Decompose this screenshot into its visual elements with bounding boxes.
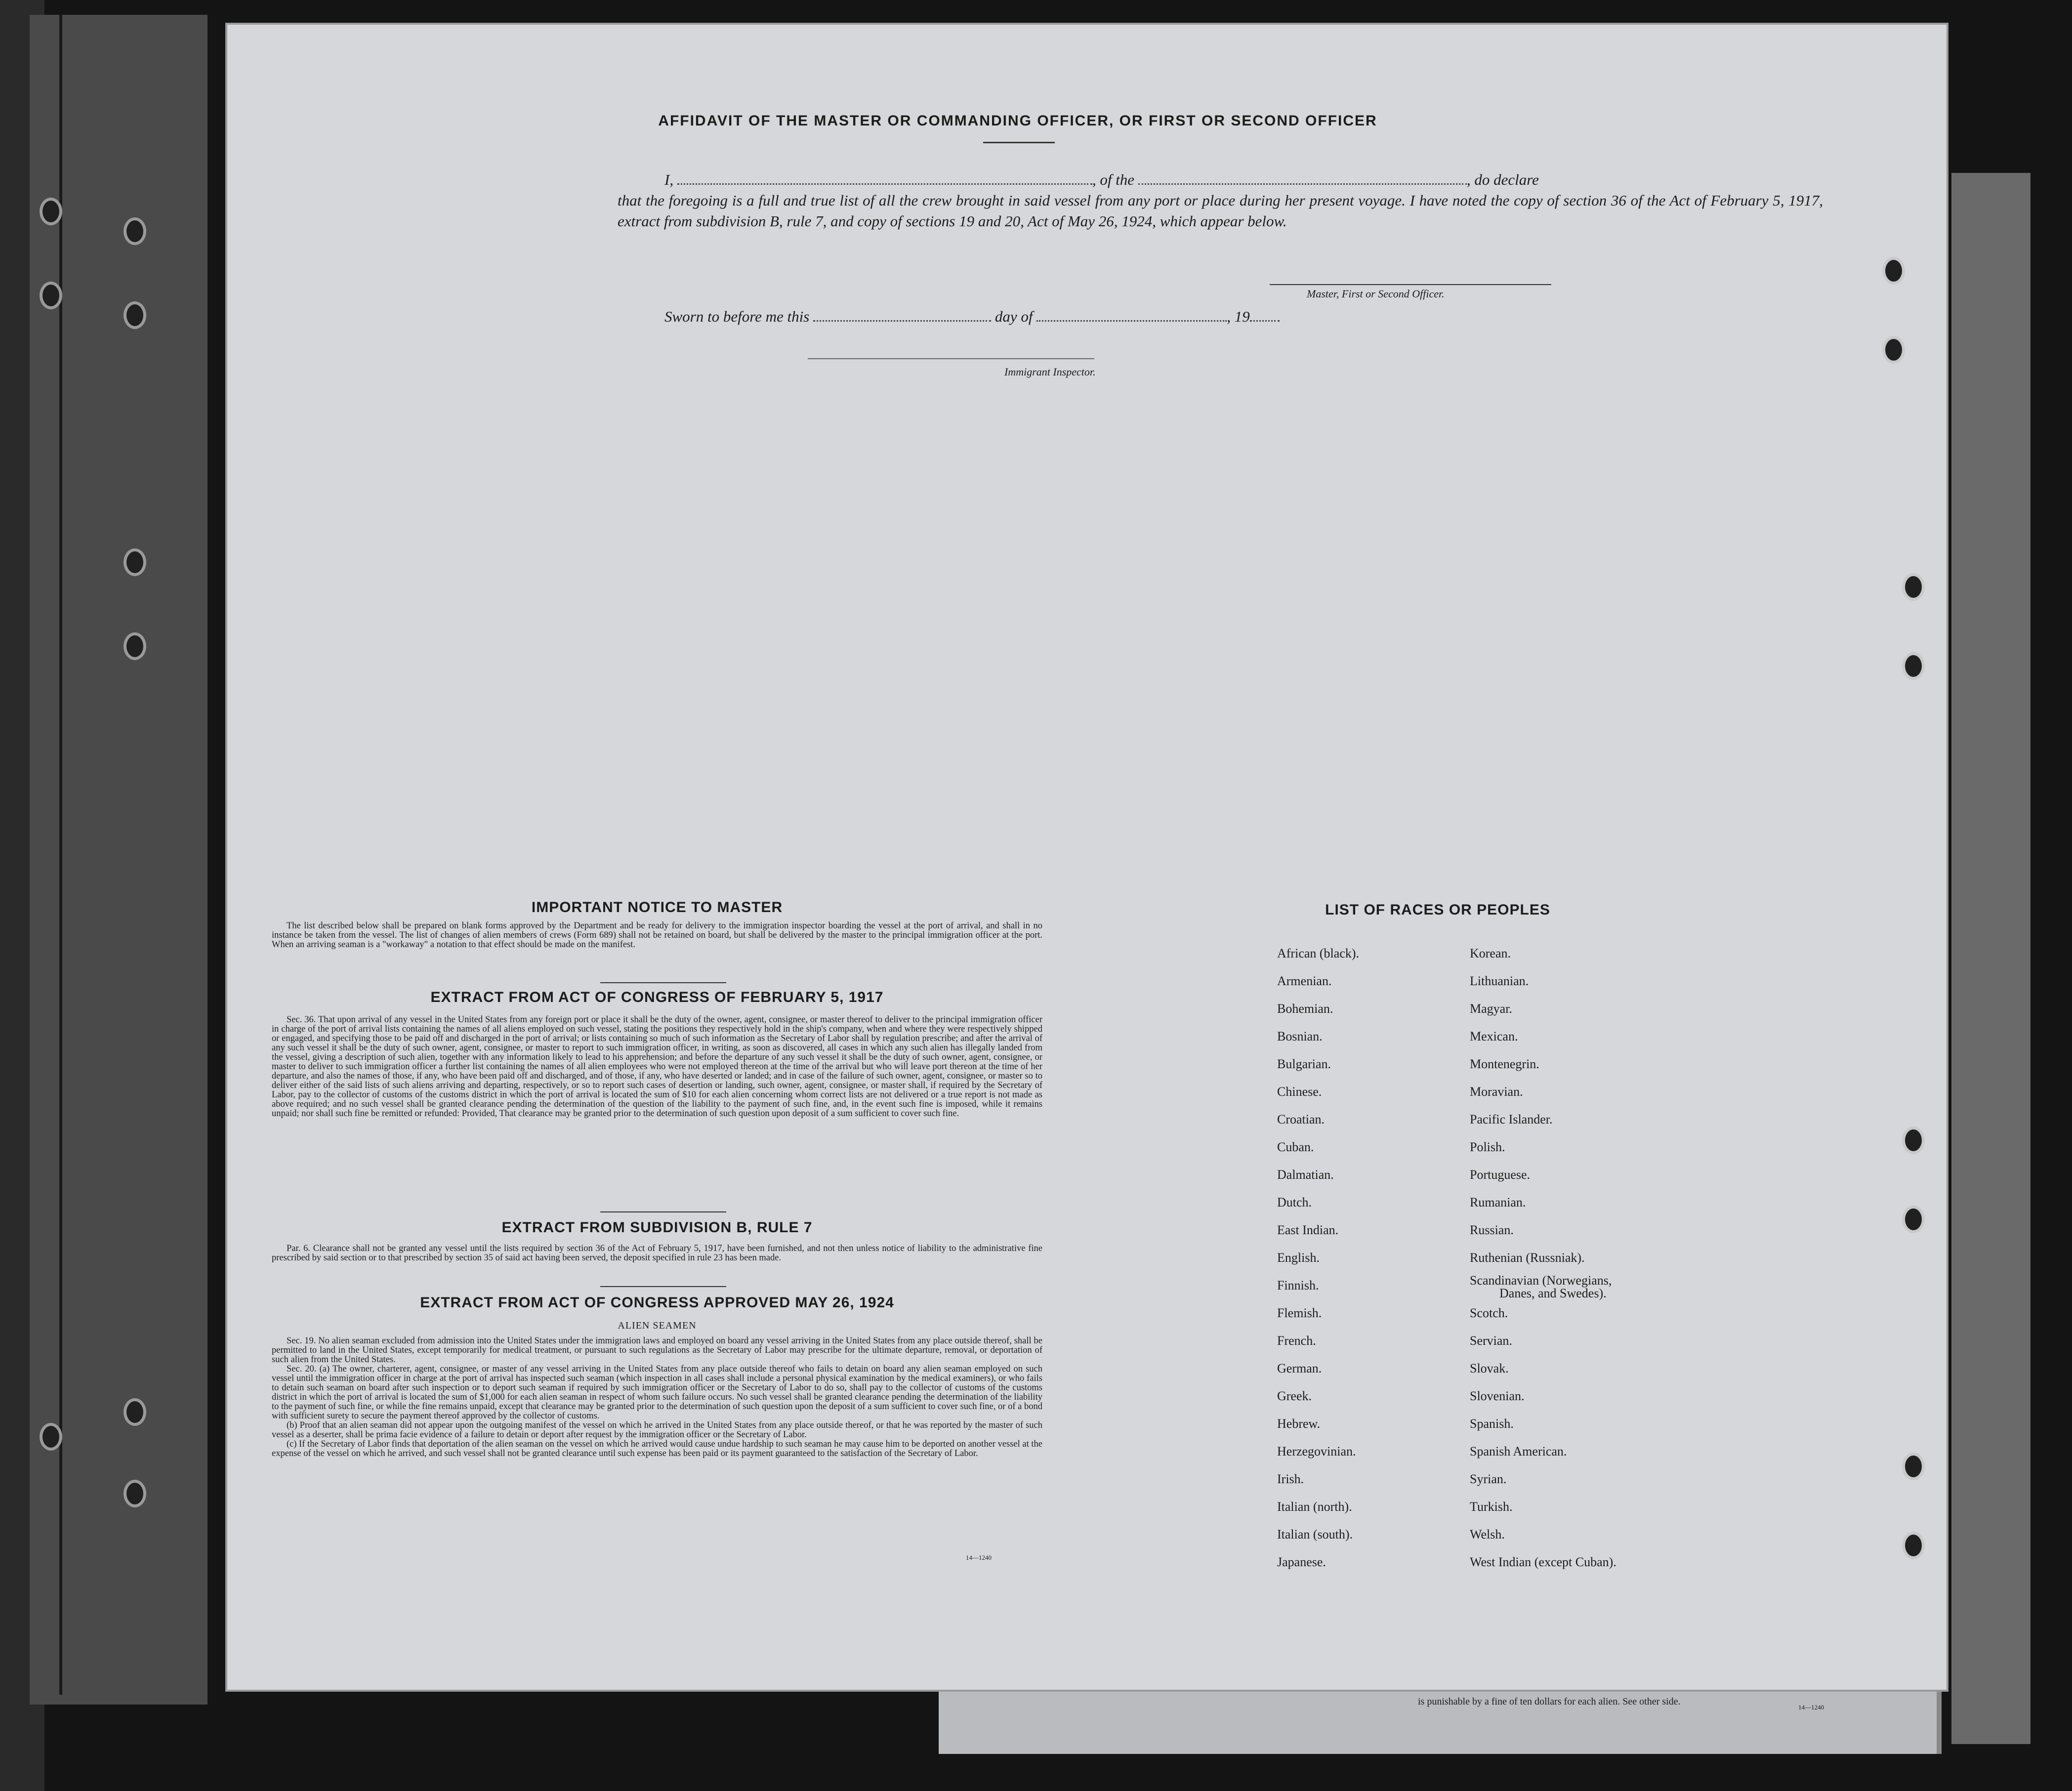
punch-hole-icon xyxy=(1902,652,1925,680)
race-left-item: Bulgarian. xyxy=(1277,1057,1331,1071)
sec20a-text: Sec. 20. (a) The owner, charterer, agent, consignee, or master of any vessel arriving in the United States from any place outside thereof who fails to detain on board any alien seaman employed on such vessel until the immigration officer in charge at the port of arrival has inspected such seaman (which inspection in all cases shall include a personal physical examination by the medical examiners), or who fails to detain such seaman on board after such inspection or to deport such seaman if required by such immigration officer or the Secretary of Labor to do so, shall pay to the collector of customs of the customs district in which the port of arrival is located the sum of $1,000 for each alien seaman in respect of whom such failure occurs. No such vessel shall be granted clearance pending the determination of the liability to the payment of such fine, or while the fine remains unpaid, except that clearance may be granted prior to the determination of such question upon the deposit of a sum sufficient to cover such fine, or of a bond with sufficient surety to secure the payment thereof approved by the collector of customs. xyxy=(272,1364,1042,1421)
binder-hole-icon xyxy=(124,1480,146,1507)
race-right-item: Turkish. xyxy=(1470,1499,1513,1514)
sec19-text: Sec. 19. No alien seaman excluded from admission into the United States under the immigration laws and employed on board any vessel arriving in the United States from any place outside thereof, shall be permitted to land in the United States, except temporarily for medical treatment, or pursuant to such regulations as the Secretary of Labor may prescribe for the ultimate departure, removal, or deportation of such alien from the United States. xyxy=(272,1336,1042,1365)
race-left-item: Italian (north). xyxy=(1277,1499,1352,1514)
race-left-item: African (black). xyxy=(1277,946,1360,960)
race-right-item: Moravian. xyxy=(1470,1084,1523,1099)
race-left-item: English. xyxy=(1277,1250,1320,1265)
title-divider xyxy=(983,142,1055,143)
race-right-item: Portuguese. xyxy=(1470,1167,1531,1182)
affidavit-declare: , do declare xyxy=(1466,171,1539,188)
race-left-item: Cuban. xyxy=(1277,1140,1314,1154)
binder-hole-icon xyxy=(124,217,146,245)
year-label: , 19 xyxy=(1227,308,1250,325)
punch-hole-icon xyxy=(1902,1126,1925,1154)
race-left-item: French. xyxy=(1277,1333,1316,1348)
master-signature-line[interactable] xyxy=(1270,284,1551,285)
sworn-month-field[interactable] xyxy=(1036,320,1227,322)
race-left-item: East Indian. xyxy=(1277,1223,1339,1237)
sec20b-text: (b) Proof that an alien seaman did not appear upon the outgoing manifest of the vessel on which he arrived in the United States from any place outside thereof, or that he was reported by the master of such vessel as a deserter, shall be prima facie evidence of a failure to detain or deport after request by the immigration officer or the Secretary of Labor. xyxy=(272,1420,1042,1440)
race-left-item: German. xyxy=(1277,1361,1322,1375)
race-left-item: Japanese. xyxy=(1277,1555,1326,1569)
race-right-item: Spanish American. xyxy=(1470,1444,1567,1458)
race-right-item: Pacific Islander. xyxy=(1470,1112,1553,1126)
races-title: LIST OF RACES OR PEOPLES xyxy=(1325,902,1550,918)
binder-hole-icon xyxy=(40,198,62,225)
race-left-item: Bosnian. xyxy=(1277,1029,1323,1043)
officer-name-field[interactable] xyxy=(677,183,1092,185)
race-right-item: Servian. xyxy=(1470,1333,1512,1348)
race-left-item: Chinese. xyxy=(1277,1084,1322,1099)
master-signature-label: Master, First or Second Officer. xyxy=(1307,288,1445,300)
extract-1917-title: EXTRACT FROM ACT OF CONGRESS OF FEBRUARY 5, 1917 xyxy=(430,989,884,1005)
race-right-item-scandinavian xyxy=(1470,1274,1612,1300)
affidavit-body: that the foregoing is a full and true list of all the crew brought in said vessel from any port or place during her present voyage. I have noted the copy of section 36 of the Act of February 5, 1917, extract from subdivision B, rule 7, and copy of sections 19 and 20, Act of May 26, 1924, which appear below. xyxy=(618,192,1823,230)
race-right-item: Lithuanian. xyxy=(1470,974,1529,988)
race-left-item: Armenian. xyxy=(1277,974,1332,988)
affidavit-i: I, xyxy=(664,171,674,188)
race-right-item: Russian. xyxy=(1470,1223,1514,1237)
sec20c-text: (c) If the Secretary of Labor finds that deportation of the alien seaman on the vessel on which he arrived would cause undue hardship to such seaman he may cause him to be deported on another vessel at the expense of the vessel on which he arrived, and such vessel shall not be granted clearance until such expense has been paid or its payment guaranteed to the satisfaction of the Secretary of Labor. xyxy=(272,1439,1042,1458)
sworn-day-field[interactable] xyxy=(813,320,991,322)
binder-hole-icon xyxy=(124,1398,146,1426)
race-left-item: Italian (south). xyxy=(1277,1527,1353,1541)
form-page xyxy=(227,25,1947,1690)
race-left-item: Croatian. xyxy=(1277,1112,1325,1126)
race-right-item: Slovak. xyxy=(1470,1361,1509,1375)
race-right-item: Magyar. xyxy=(1470,1001,1512,1016)
alien-seamen-subtitle: ALIEN SEAMEN xyxy=(618,1320,697,1331)
affidavit-title: AFFIDAVIT OF THE MASTER OR COMMANDING OFFICER, OR FIRST OR SECOND OFFICER xyxy=(658,113,1377,129)
punch-hole-icon xyxy=(1882,336,1905,364)
underlying-form-number: 14—1240 xyxy=(1798,1704,1824,1711)
race-right-item: Scotch. xyxy=(1470,1306,1508,1320)
binder-hole-icon xyxy=(124,301,146,329)
binder-board xyxy=(30,15,207,1705)
vessel-name-field[interactable] xyxy=(1138,183,1467,185)
binder-hole-icon xyxy=(124,632,146,660)
inspector-signature-label: Immigrant Inspector. xyxy=(1004,366,1096,378)
race-left-item: Bohemian. xyxy=(1277,1001,1333,1016)
race-left-item: Irish. xyxy=(1277,1472,1304,1486)
race-right-item: Mexican. xyxy=(1470,1029,1518,1043)
affidavit-line1 xyxy=(618,169,1823,190)
race-right-item: West Indian (except Cuban). xyxy=(1470,1555,1616,1569)
notice-title: IMPORTANT NOTICE TO MASTER xyxy=(531,899,783,916)
extract-1924-body xyxy=(272,1336,1042,1458)
punch-hole-icon xyxy=(1902,573,1925,601)
punch-hole-icon xyxy=(1902,1532,1925,1559)
extract-1924-title: EXTRACT FROM ACT OF CONGRESS APPROVED MAY 26, 1924 xyxy=(420,1294,894,1311)
extract-rule7-text: Par. 6. Clearance shall not be granted any vessel until the lists required by section 36 of the Act of February 5, 1917, have been furnished, and not then unless notice of liability to the administrative fine prescribed by said section or to that prescribed by section 35 of said act having been served, the deposit specified in rule 23 has been made. xyxy=(272,1244,1042,1263)
affidavit-text xyxy=(618,169,1823,232)
binder-hole-icon xyxy=(40,282,62,309)
punch-hole-icon xyxy=(1882,257,1905,285)
section-divider xyxy=(600,1211,726,1212)
race-left-item: Herzegovinian. xyxy=(1277,1444,1356,1458)
race-left-item: Greek. xyxy=(1277,1389,1312,1403)
race-right-item-continued: Danes, and Swedes). xyxy=(1499,1286,1607,1300)
sworn-line xyxy=(664,306,1280,327)
race-left-item: Dutch. xyxy=(1277,1195,1312,1209)
race-right-item: Polish. xyxy=(1470,1140,1505,1154)
underlying-page-edge xyxy=(1951,173,2031,1744)
binder-hole-icon xyxy=(124,548,146,576)
race-right-item: Syrian. xyxy=(1470,1472,1507,1486)
race-left-item: Dalmatian. xyxy=(1277,1167,1334,1182)
race-right-item: Slovenian. xyxy=(1470,1389,1525,1403)
section-divider xyxy=(600,1286,726,1287)
race-right-item: Welsh. xyxy=(1470,1527,1505,1541)
race-right-item: Ruthenian (Russniak). xyxy=(1470,1250,1585,1265)
race-right-item: Spanish. xyxy=(1470,1416,1514,1431)
punch-hole-icon xyxy=(1902,1453,1925,1480)
race-right-item: Montenegrin. xyxy=(1470,1057,1539,1071)
sworn-label: Sworn to before me this xyxy=(664,308,810,325)
binder-hole-icon xyxy=(40,1423,62,1451)
race-right-item: Scandinavian (Norwegians, xyxy=(1470,1273,1612,1288)
race-right-item: Rumanian. xyxy=(1470,1195,1526,1209)
affidavit-of-the: , of the xyxy=(1092,171,1135,188)
race-left-item: Flemish. xyxy=(1277,1306,1322,1320)
punch-hole-icon xyxy=(1902,1206,1925,1233)
extract-1917-text: Sec. 36. That upon arrival of any vessel in the United States from any foreign port or place it shall be the duty of the owner, agent, consignee, or master thereof to deliver to the principal immigration officer in charge of the port of arrival lists containing the names of all aliens employed on such vessel, stating the positions they respectively hold in the ship's company, when and where they were respectively shipped or engaged, and specifying those to be paid off and discharged in the port of arrival; or lists containing so much of such information as the Secretary of Labor shall by regulation prescribe; and after the arrival of any such vessel it shall be the duty of such owner, agent, consignee, or master to report to such immigration officer, in writing, as soon as discovered, all cases in which any such alien has illegally landed from the vessel, giving a description of such alien, together with any information likely to lead to his apprehension; and before the departure of any such vessel it shall be the duty of such owner, agent, consignee, or master to deliver to such immigration officer a further list containing the names of all alien employees who were not employed thereon at the time of the arrival but who will leave port thereon at the time of her departure, and also the names of those, if any, who have been paid off and discharged, and of those, if any, who have deserted or landed; and in case of the failure of such owner, agent, consignee, or master so to deliver either of the said lists of such aliens arriving and departing, respectively, or so to report such cases of desertion or landing, such owner, agent, consignee, or master shall, if required by the Secretary of Labor, pay to the collector of customs of the customs district in which the port of arrival is located the sum of $10 for each alien concerning whom correct lists are not delivered or a true report is not made as above required; and no such vessel shall be granted clearance pending the determination of the question of the liability to the payment of such fine, and, in the event such fine is imposed, while it remains unpaid; nor shall such fine be remitted or refunded: Provided, That clearance may be granted prior to the determination of such question upon deposit of a sum sufficient to cover such fine. xyxy=(272,1015,1042,1119)
race-right-item: Korean. xyxy=(1470,946,1511,960)
notice-text: The list described below shall be prepared on blank forms approved by the Department and be ready for delivery to the immigration inspector boarding the vessel at the port of arrival, and shall in no instance be taken from the vessel. The list of changes of alien members of crews (Form 689) shall not be retained on board, but shall be delivered by the master to the principal immigration officer at the port. When an arriving seaman is a "workaway" a notation to that effect should be made on the manifest. xyxy=(272,921,1042,950)
underlying-page-note: is punishable by a fine of ten dollars for each alien. See other side. xyxy=(1418,1696,1681,1707)
form-number: 14—1240 xyxy=(966,1554,992,1561)
race-left-item: Hebrew. xyxy=(1277,1416,1321,1431)
extract-rule7-title: EXTRACT FROM SUBDIVISION B, RULE 7 xyxy=(501,1219,813,1236)
inspector-signature-line[interactable] xyxy=(808,358,1094,359)
sworn-year-field[interactable] xyxy=(1250,320,1280,322)
race-left-item: Finnish. xyxy=(1277,1278,1319,1292)
day-of-label: day of xyxy=(995,308,1033,325)
section-divider xyxy=(600,982,726,983)
